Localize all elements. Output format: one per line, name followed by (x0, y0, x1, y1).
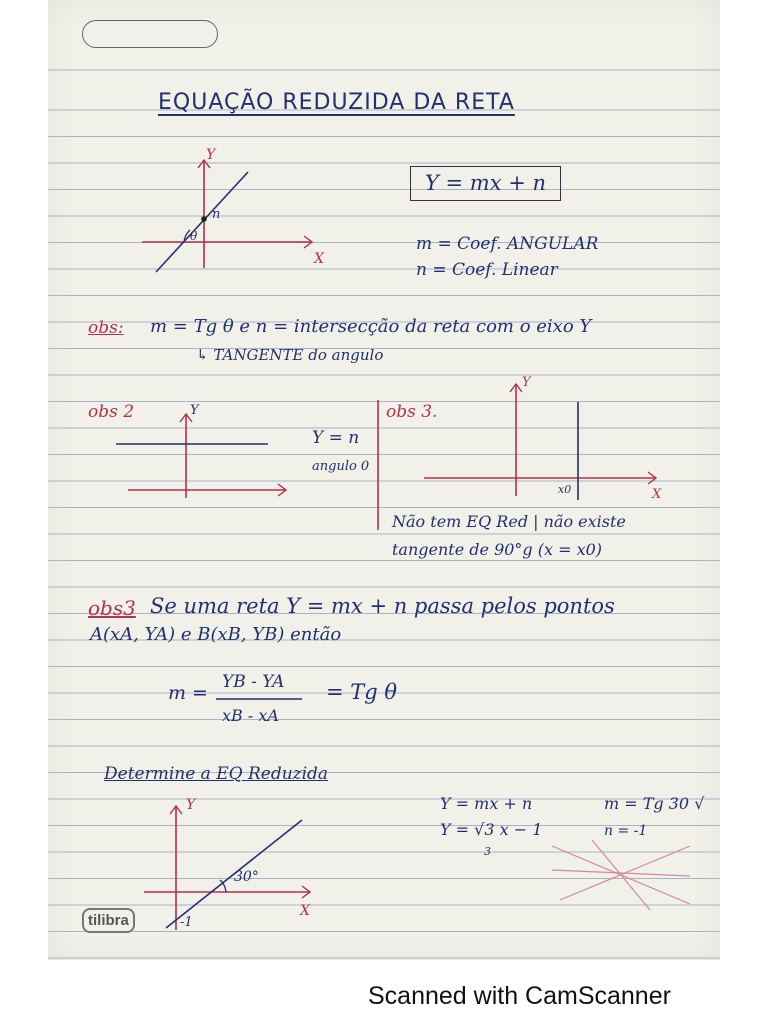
obs-vertical-line2: tangente de 90°g (x = x0) (392, 540, 603, 559)
exercise-eq1: Y = mx + n (440, 794, 533, 813)
exercise-n-value: n = -1 (604, 823, 648, 839)
exercise-eq2: Y = √3 x − 1 (440, 820, 543, 839)
page-title: EQUAÇÃO REDUZIDA DA RETA (158, 90, 515, 115)
exercise-x-label: X (300, 903, 310, 919)
slope-lhs: m = (168, 682, 208, 704)
graph1-n-label: n (212, 207, 221, 222)
exercise-angle: 30° (234, 869, 259, 885)
legend-n: n = Coef. Linear (416, 260, 558, 280)
legend-m: m = Coef. ANGULAR (416, 234, 599, 254)
exercise-intercept: -1 (180, 915, 193, 930)
slope-numerator: YB - YA (222, 672, 285, 692)
obs2-y-label: Y (190, 403, 199, 418)
obs1-subtext: ↳ TANGENTE do angulo (196, 346, 384, 364)
tilibra-logo: tilibra (82, 908, 135, 933)
obs-vertical-x0-label: x0 (558, 483, 572, 496)
graph1-x-label: X (314, 251, 324, 267)
obs3-line2: A(xA, YA) e B(xB, YB) então (90, 624, 342, 645)
slope-denominator: xB - xA (222, 706, 279, 725)
exercise-eq2-denominator: 3 (484, 845, 491, 858)
graph1-y-label: Y (206, 147, 216, 163)
obs3-label: obs3 (88, 596, 136, 620)
obs3-line1: Se uma reta Y = mx + n passa pelos pontos (150, 594, 615, 618)
obs-vertical-x-label: X (652, 487, 662, 502)
exercise-y-label: Y (186, 797, 196, 813)
obs-vertical-y-label: Y (522, 375, 531, 390)
obs-vertical-label: obs 3. (386, 402, 438, 422)
exercise-heading: Determine a EQ Reduzida (104, 764, 329, 784)
obs1-label: obs: (88, 318, 124, 338)
exercise-m-value: m = Tg 30 √ (604, 794, 705, 813)
obs2-angle: angulo 0 (312, 459, 370, 474)
obs-vertical-line1: Não tem EQ Red | não existe (392, 512, 626, 531)
scanner-credit: Scanned with CamScanner (368, 982, 671, 1010)
obs2-label: obs 2 (88, 402, 135, 422)
formula-box: Y = mx + n (410, 166, 561, 201)
obs1-text: m = Tg θ e n = intersecção da reta com o eixo Y (150, 316, 592, 337)
graph1-angle-label: θ (190, 229, 198, 243)
obs2-equation: Y = n (312, 428, 360, 448)
slope-rhs: = Tg θ (326, 680, 398, 704)
